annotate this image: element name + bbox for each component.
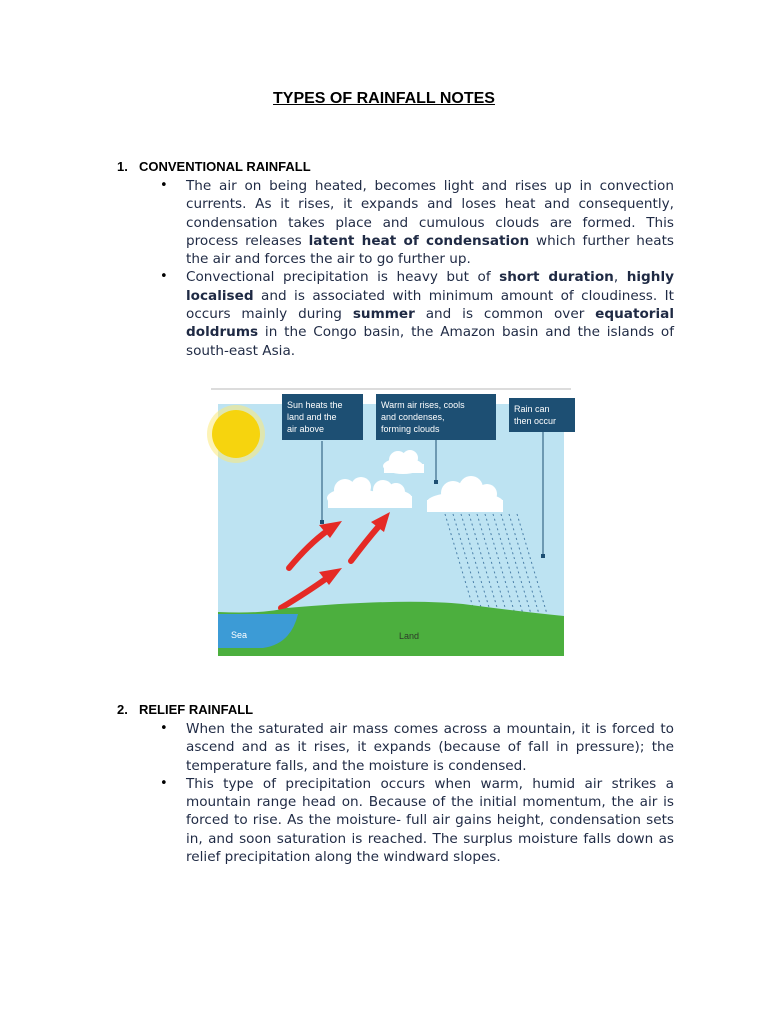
label-line: land and the	[287, 412, 337, 422]
bullet-text: ,	[613, 269, 627, 286]
label-rain	[509, 398, 575, 432]
bullet-item	[160, 177, 674, 268]
bullet-item	[160, 775, 674, 866]
bullet-text: and is common over	[414, 306, 596, 323]
label-line: Sun heats the	[287, 400, 343, 410]
relief-bullet-list	[160, 720, 674, 866]
bullet-item	[160, 720, 674, 775]
bold-term: summer	[352, 306, 415, 323]
label-sun-heats	[282, 394, 363, 440]
section-number: 2.	[117, 702, 128, 717]
document-title: TYPES OF RAINFALL NOTES	[273, 90, 495, 107]
section-heading-relief	[117, 702, 253, 717]
label-line: and condenses,	[381, 412, 445, 422]
label-line: forming clouds	[381, 424, 440, 434]
bold-term: highly localised	[186, 269, 674, 304]
bullet-text: and is associated with minimum amount of cloudiness. It occurs mainly during	[186, 287, 674, 323]
label-line: then occur	[514, 416, 557, 426]
land-label: Land	[399, 631, 420, 641]
label-line: Warm air rises, cools	[381, 400, 465, 410]
bullet-text: in the Congo basin, the Amazon basin and the islands of south-east Asia.	[186, 324, 674, 359]
label-line: air above	[287, 424, 325, 434]
sea-label: Sea	[231, 630, 248, 640]
section-number: 1.	[117, 159, 128, 174]
label-warm-air	[376, 394, 496, 440]
label-line: Rain can	[514, 404, 550, 414]
convection-rainfall-diagram	[203, 386, 577, 660]
conventional-bullet-list	[160, 177, 674, 360]
bold-term: latent heat of condensation	[308, 232, 530, 249]
bold-term: short duration	[499, 269, 614, 286]
section-title: RELIEF RAINFALL	[139, 702, 254, 717]
bold-term: equatorial doldrums	[186, 306, 675, 341]
section-heading-conventional	[117, 159, 311, 174]
sun-icon	[207, 405, 265, 463]
section-title: CONVENTIONAL RAINFALL	[139, 159, 311, 174]
bullet-item	[160, 268, 674, 359]
bullet-text: When the saturated air mass comes across a mountain, it is forced to ascend and as it rises, it expands (because of fall in pressure); the temperature falls, and the moisture is condensed.	[186, 721, 674, 774]
bullet-text: The air on being heated, becomes light and rises up in convection currents. As it rises, it expands and loses heat and consequently, condensation takes place and cumulous clouds are formed. This process releases	[186, 178, 674, 249]
bullet-text: Convectional precipitation is heavy but of	[186, 269, 500, 286]
bullet-text: which further heats the air and forces the air to go further up.	[186, 232, 675, 268]
bullet-text: This type of precipitation occurs when warm, humid air strikes a mountain range head on. Because of the initial momentum, the air is forced to rise. As the moisture- full air gains height, condensation sets in, and soon saturation is reached. The surplus moisture falls down as relief precipitation along the windward slopes.	[186, 775, 674, 866]
